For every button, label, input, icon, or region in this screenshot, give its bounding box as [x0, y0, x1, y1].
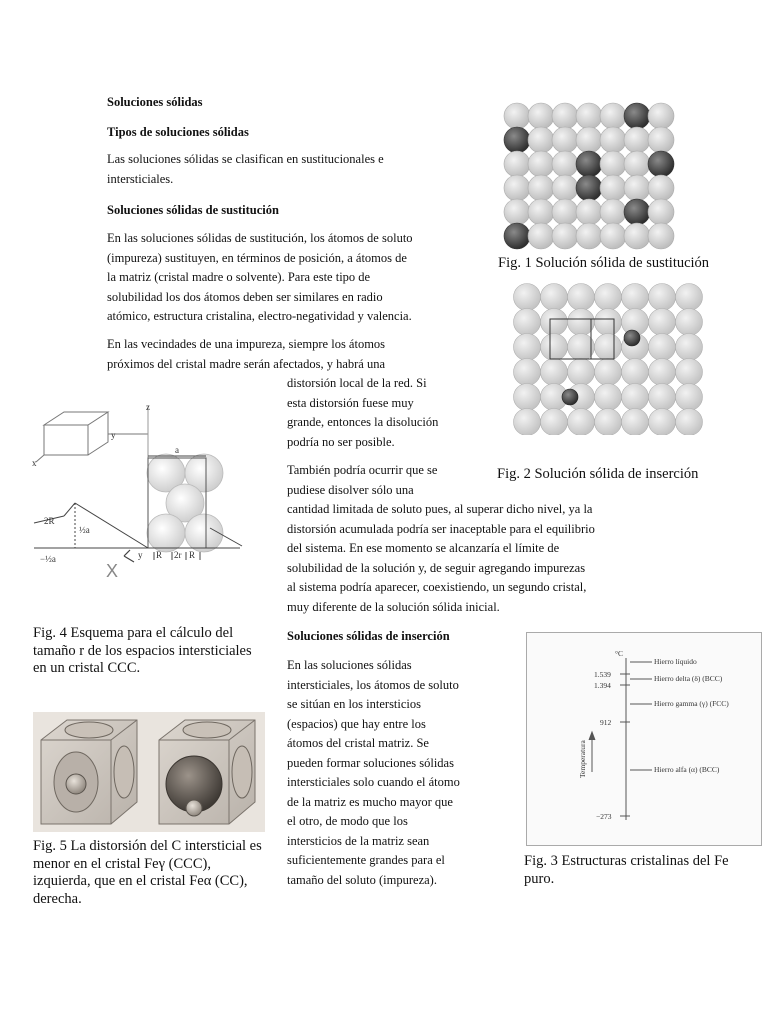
matrix-atom — [576, 103, 602, 129]
substitution-paragraph-1 — [107, 229, 413, 327]
matrix-atom — [676, 284, 703, 311]
label-X-axis: X — [106, 561, 119, 580]
label-R-left: R — [156, 550, 163, 560]
matrix-atom — [622, 409, 649, 436]
text-line: podría no ser posible. — [287, 434, 395, 449]
text-line: solubilidad los dos átomos deben ser similares en radio — [107, 289, 383, 304]
text-line: (espacios) que hay entre los — [287, 716, 426, 731]
matrix-atom — [595, 309, 622, 336]
text-line: intersticios de la matriz sean — [287, 833, 430, 848]
solute-atom — [576, 175, 602, 201]
text-line: En las soluciones sólidas de sustitución, los átomos de soluto — [107, 231, 413, 245]
text-line: También podría ocurrir que se — [287, 463, 438, 477]
text-line: En las vecindades de una impureza, siempre los átomos — [107, 337, 386, 351]
matrix-atom — [600, 103, 626, 129]
matrix-atom — [504, 103, 530, 129]
fcc-cube — [41, 720, 137, 824]
phase-liquid: Hierro líquido — [654, 657, 697, 666]
matrix-atom — [600, 151, 626, 177]
matrix-atom — [622, 384, 649, 411]
matrix-atom — [600, 175, 626, 201]
matrix-atom — [622, 359, 649, 386]
matrix-atom — [648, 103, 674, 129]
matrix-atom — [541, 409, 568, 436]
matrix-atom — [595, 334, 622, 361]
matrix-atom — [514, 334, 541, 361]
text-line: atómico, estructura cristalina, electro-negatividad y valencia. — [107, 309, 412, 323]
matrix-atom — [568, 359, 595, 386]
text-line: Las soluciones sólidas se clasifican en sustitucionales e — [107, 152, 384, 166]
solute-atom — [504, 223, 530, 249]
matrix-atom — [528, 175, 554, 201]
matrix-atom — [528, 127, 554, 153]
text-line: se sitúan en los intersticios — [287, 697, 422, 711]
text-line: de la matriz es mucho mayor que — [287, 794, 453, 809]
matrix-atom — [576, 223, 602, 249]
matrix-atom — [552, 199, 578, 225]
matrix-atom — [622, 284, 649, 311]
matrix-atom — [649, 334, 676, 361]
caption-line: izquierda, que en el cristal Feα (CC), — [33, 873, 248, 889]
label-a: a — [175, 445, 179, 455]
text-line: al sistema podría aparecer, coexistiendo, un segundo cristal, — [287, 580, 587, 594]
figure-3-fe-phase-scale — [526, 632, 762, 846]
matrix-atom — [676, 359, 703, 386]
label-y-top: y — [111, 430, 116, 440]
matrix-atom — [648, 175, 674, 201]
phase-gamma: Hierro gamma (γ) (FCC) — [654, 699, 729, 708]
matrix-atom — [528, 199, 554, 225]
matrix-atom — [514, 384, 541, 411]
matrix-atom — [514, 309, 541, 336]
phase-alpha: Hierro alfa (α) (BCC) — [654, 765, 720, 774]
atom-spheres — [147, 454, 223, 552]
temp-minus-273: −273 — [596, 812, 612, 821]
figure-1-substitution-lattice — [500, 102, 680, 252]
heading-types: Tipos de soluciones sólidas — [107, 125, 249, 139]
matrix-atom — [514, 359, 541, 386]
heading-substitution: Soluciones sólidas de sustitución — [107, 203, 279, 217]
text-line: En las soluciones sólidas — [287, 658, 412, 672]
matrix-atom — [541, 359, 568, 386]
label-2r: 2r — [174, 550, 182, 560]
caption-line: Fig. 1 Solución sólida de sustitución — [498, 255, 710, 271]
label-unit: °C — [615, 649, 624, 658]
matrix-atom — [504, 199, 530, 225]
text-line: pueden formar soluciones sólidas — [287, 755, 454, 770]
label-half-a: ½a — [79, 525, 90, 535]
matrix-atom — [541, 334, 568, 361]
text-line: del sistema. En ese momento se alcanzaría el límite de — [287, 541, 560, 555]
caption-line: tamaño r de los espacios intersticiales — [33, 642, 252, 659]
unit-cube-diagram — [36, 412, 148, 462]
axis-temperature: Temperatura — [578, 740, 587, 778]
text-line: muy diferente de la solución sólida inicial. — [287, 599, 500, 614]
caption-line: Fig. 5 La distorsión del C intersticial es — [33, 838, 262, 854]
interstitial-atom — [624, 330, 640, 346]
matrix-atom — [552, 103, 578, 129]
label-neg-half-a: −½a — [40, 554, 56, 564]
matrix-atom — [600, 199, 626, 225]
interstitial-atom — [562, 389, 578, 405]
matrix-atom — [676, 334, 703, 361]
text-line: el otro, de modo que los — [287, 814, 408, 828]
text-line: distorsión acumulada podría ser inaceptable para el equilibrio — [287, 521, 595, 536]
insertion-paragraph — [287, 656, 460, 890]
heading-insertion: Soluciones sólidas de inserción — [287, 629, 450, 643]
figure-5-interstitial-cubes — [33, 712, 265, 832]
text-line: intersticiales. — [107, 171, 174, 186]
matrix-atom — [528, 223, 554, 249]
matrix-atom — [568, 284, 595, 311]
caption-line: Fig. 4 Esquema para el cálculo del — [33, 625, 234, 641]
matrix-atom — [576, 199, 602, 225]
matrix-atom — [648, 127, 674, 153]
figure-5-caption — [33, 838, 262, 908]
matrix-atom — [568, 409, 595, 436]
substitution-paragraph-2 — [107, 335, 385, 374]
matrix-atom — [624, 127, 650, 153]
matrix-atom — [676, 309, 703, 336]
text-line: intersticiales, los átomos de soluto — [287, 677, 459, 692]
matrix-atom — [552, 127, 578, 153]
matrix-atom — [595, 409, 622, 436]
matrix-atom — [648, 223, 674, 249]
text-line: la matriz (cristal madre o solvente). Para este tipo de — [107, 270, 371, 284]
matrix-atom — [600, 223, 626, 249]
figure-3-caption — [524, 853, 729, 888]
matrix-atom — [595, 384, 622, 411]
caption-line: en un cristal CCC. — [33, 660, 141, 676]
text-line: intersticiales solo cuando el átomo — [287, 775, 460, 789]
text-line: pudiese disolver sólo una — [287, 482, 414, 497]
figure-2-insertion-lattice — [513, 283, 703, 435]
solute-atom — [576, 151, 602, 177]
solute-atom — [504, 127, 530, 153]
text-line: (impureza) sustituyen, en términos de posición, a átomos de — [107, 250, 407, 265]
intro-paragraph — [107, 150, 384, 189]
matrix-atom — [514, 284, 541, 311]
text-line: átomos del cristal matriz. Se — [287, 736, 429, 750]
temp-912: 912 — [600, 718, 612, 727]
figure-1-caption — [498, 255, 709, 273]
matrix-atom — [649, 409, 676, 436]
matrix-atom — [595, 284, 622, 311]
caption-line: menor en el cristal Feγ (CCC), — [33, 855, 211, 872]
temp-1539: 1.539 — [594, 670, 611, 679]
label-R-right: R — [189, 550, 196, 560]
matrix-atom — [649, 284, 676, 311]
matrix-atom — [568, 309, 595, 336]
matrix-atom — [552, 223, 578, 249]
matrix-atom — [504, 151, 530, 177]
page-title: Soluciones sólidas — [107, 95, 203, 109]
solute-atom — [624, 103, 650, 129]
label-z: z — [146, 402, 150, 412]
matrix-atom — [600, 127, 626, 153]
text-line: esta distorsión fuese muy — [287, 395, 414, 410]
matrix-atom — [649, 309, 676, 336]
matrix-atom — [528, 103, 554, 129]
bcc-cube — [159, 720, 255, 824]
matrix-atom — [676, 409, 703, 436]
label-y-bottom: y — [138, 550, 143, 560]
text-line: distorsión local de la red. Si — [287, 376, 427, 390]
solute-atom — [624, 199, 650, 225]
matrix-atom — [595, 359, 622, 386]
text-line: tamaño del soluto (impureza). — [287, 872, 437, 887]
text-line: cantidad limitada de soluto pues, al superar dicho nivel, ya la — [287, 502, 593, 516]
matrix-atom — [552, 151, 578, 177]
matrix-atom — [528, 151, 554, 177]
matrix-atom — [576, 127, 602, 153]
matrix-atom — [568, 334, 595, 361]
matrix-atom — [624, 175, 650, 201]
matrix-atom — [649, 359, 676, 386]
figure-2-caption — [497, 466, 698, 484]
matrix-atom — [649, 384, 676, 411]
matrix-atom — [541, 284, 568, 311]
figure-4-caption — [33, 625, 252, 678]
solute-atom — [648, 151, 674, 177]
label-2R: 2R — [44, 516, 55, 526]
caption-line: derecha. — [33, 890, 82, 907]
matrix-atom — [648, 199, 674, 225]
matrix-atom — [624, 151, 650, 177]
caption-line: Fig. 2 Solución sólida de inserción — [497, 466, 699, 482]
limit-paragraph — [287, 461, 595, 617]
matrix-atom — [504, 175, 530, 201]
matrix-atom — [676, 384, 703, 411]
text-line: solubilidad de la solución y, de seguir agregando impurezas — [287, 560, 586, 575]
matrix-atom — [514, 409, 541, 436]
matrix-atom — [624, 223, 650, 249]
temp-1394: 1.394 — [594, 681, 611, 690]
caption-line: puro. — [524, 870, 555, 887]
figure-4-ccc-schematic — [30, 398, 245, 580]
matrix-atom — [541, 309, 568, 336]
text-line: grande, entonces la disolución — [287, 415, 439, 429]
caption-line: Fig. 3 Estructuras cristalinas del Fe — [524, 853, 729, 869]
phase-delta: Hierro delta (δ) (BCC) — [654, 674, 723, 683]
distortion-paragraph — [287, 374, 438, 452]
label-x-top: x — [32, 458, 37, 468]
matrix-atom — [552, 175, 578, 201]
text-line: próximos del cristal madre serán afectados, y habrá una — [107, 356, 386, 371]
text-line: suficientemente grandes para el — [287, 853, 445, 867]
